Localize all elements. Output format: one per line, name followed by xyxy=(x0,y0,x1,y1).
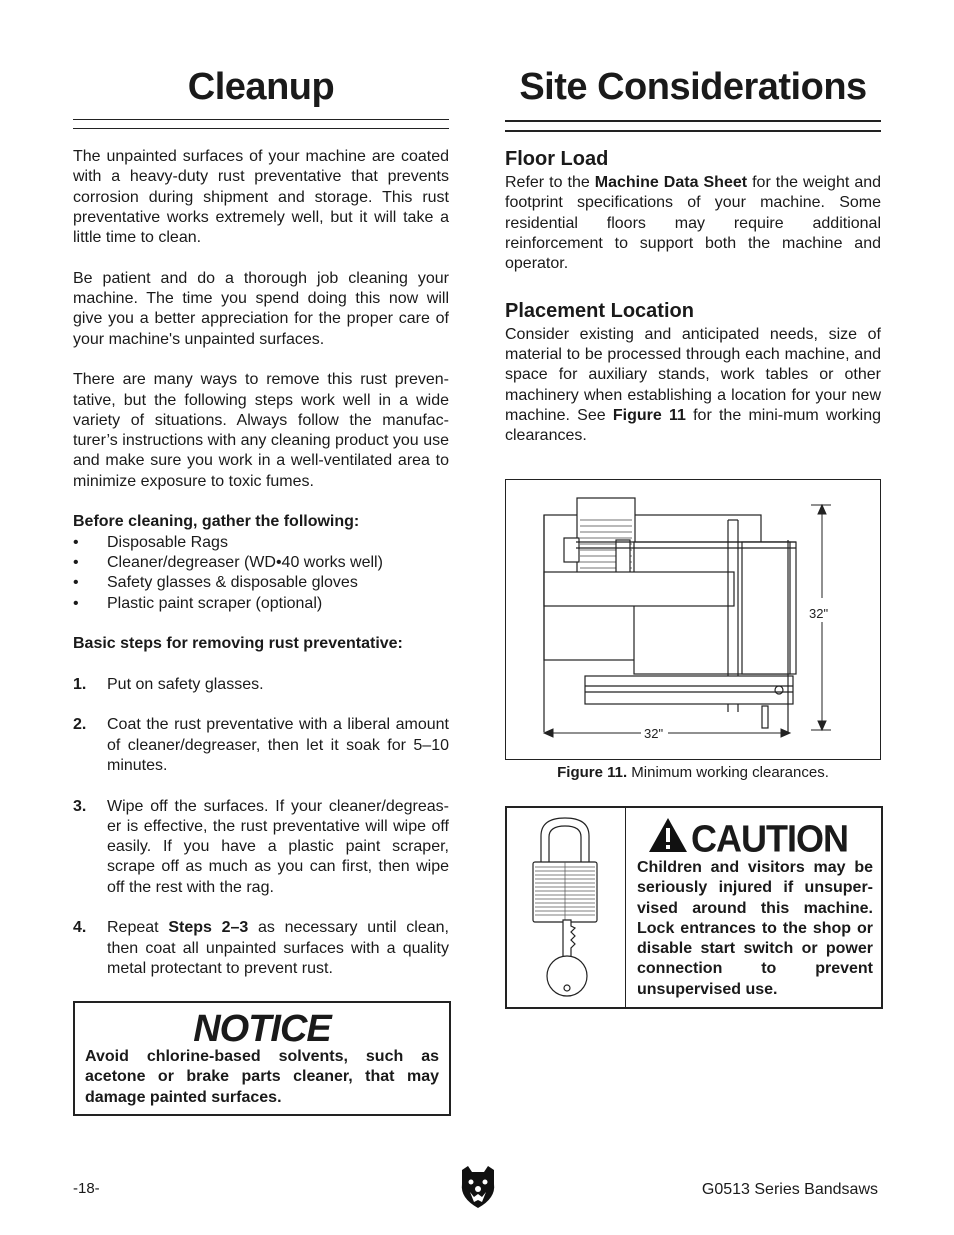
page-number: -18- xyxy=(73,1180,100,1197)
caution-header xyxy=(635,814,875,858)
cleanup-title: Cleanup xyxy=(187,66,335,108)
site-body xyxy=(505,146,881,447)
site-title: Site Considerations xyxy=(519,66,867,108)
step-item: 3. Wipe off the surfaces. If your cleaner/degreas-er is effective, the rust preventative will wipe off easily. If you have a plastic paint scraper, scrape off as much as you can first, then wipe off the rest with the rag. xyxy=(73,797,449,896)
steps-heading: Basic steps for removing rust preventative: xyxy=(73,635,403,653)
title-rule xyxy=(73,128,449,129)
figure-caption: Figure 11. Minimum working clearances. xyxy=(557,764,829,781)
key-icon xyxy=(543,918,593,1004)
vertical-dimension-label: 32" xyxy=(809,606,829,621)
step-item: 4. Repeat Steps 2–3 as necessary until clean, then coat all unpainted surfaces with a quality metal protectant to prevent rust. xyxy=(73,919,449,977)
caution-box xyxy=(505,806,883,1009)
list-item: • Disposable Rags xyxy=(73,533,228,551)
document-title: G0513 Series Bandsaws xyxy=(701,1181,878,1198)
notice-box xyxy=(73,1001,451,1116)
caution-title: CAUTION xyxy=(691,816,848,860)
title-rule xyxy=(505,120,881,122)
title-rule xyxy=(73,119,449,120)
title-rule xyxy=(505,130,881,132)
step-item: 2. Coat the rust preventative with a liberal amount of cleaner/degreaser, then let it soak for 5–10 minutes. xyxy=(73,716,449,774)
placement-heading: Placement Location xyxy=(505,299,694,322)
supply-list xyxy=(73,533,449,614)
horizontal-dimension-label: 32" xyxy=(644,726,664,741)
cleanup-body xyxy=(73,147,449,979)
gather-heading: Before cleaning, gather the following: xyxy=(73,513,360,531)
paragraph: Be patient and do a thorough job cleaning your machine. The time you spend doing this now will give you a better appreciation for the proper care of your machine's unpainted surfaces. xyxy=(73,269,449,348)
paragraph: There are many ways to remove this rust preven-tative, but the following steps work well in a wide variety of situations. Always follow the manufac-turer’s instructions with any cleaning product you use and make sure you work in a well-ventilated area to minimize exposure to toxic fumes. xyxy=(73,371,449,490)
floor-load-heading: Floor Load xyxy=(505,148,609,170)
paragraph: Consider existing and anticipated needs, size of material to be processed through each machine, and space for auxiliary stands, work tables or other machinery when establishing a location for your new machine. See Figure 11 for the mini-mum working clearances. xyxy=(505,325,882,445)
grizzly-bear-logo xyxy=(458,1164,498,1210)
machine-clearance-diagram xyxy=(506,480,880,759)
figure-11 xyxy=(505,479,881,760)
list-item: • Cleaner/degreaser (WD•40 works well) xyxy=(73,553,383,571)
caution-text: Children and visitors may be seriously injured if unsuper-vised around this machine. Lock entrances to the shop or disable start switch or power connection to prevent unsupervised use. xyxy=(637,859,873,998)
notice-title: NOTICE xyxy=(193,1008,331,1050)
step-item: 1. Put on safety glasses. xyxy=(73,675,264,693)
list-item: • Safety glasses & disposable gloves xyxy=(73,574,358,592)
paragraph: Refer to the Machine Data Sheet for the weight and footprint specifications of your machine. Some residential floors may require additional reinforcement to support both the machine and operator. xyxy=(505,174,882,273)
warning-triangle-icon xyxy=(647,816,689,854)
paragraph: The unpainted surfaces of your machine are coated with a heavy-duty rust preventative that prevents corrosion during shipment and storage. This rust preventative works extremely well, but it will take a little time to clean. xyxy=(73,148,449,247)
list-item: • Plastic paint scraper (optional) xyxy=(73,594,323,612)
notice-text: Avoid chlorine-based solvents, such as acetone or brake parts cleaner, that may damage painted surfaces. xyxy=(85,1048,439,1106)
